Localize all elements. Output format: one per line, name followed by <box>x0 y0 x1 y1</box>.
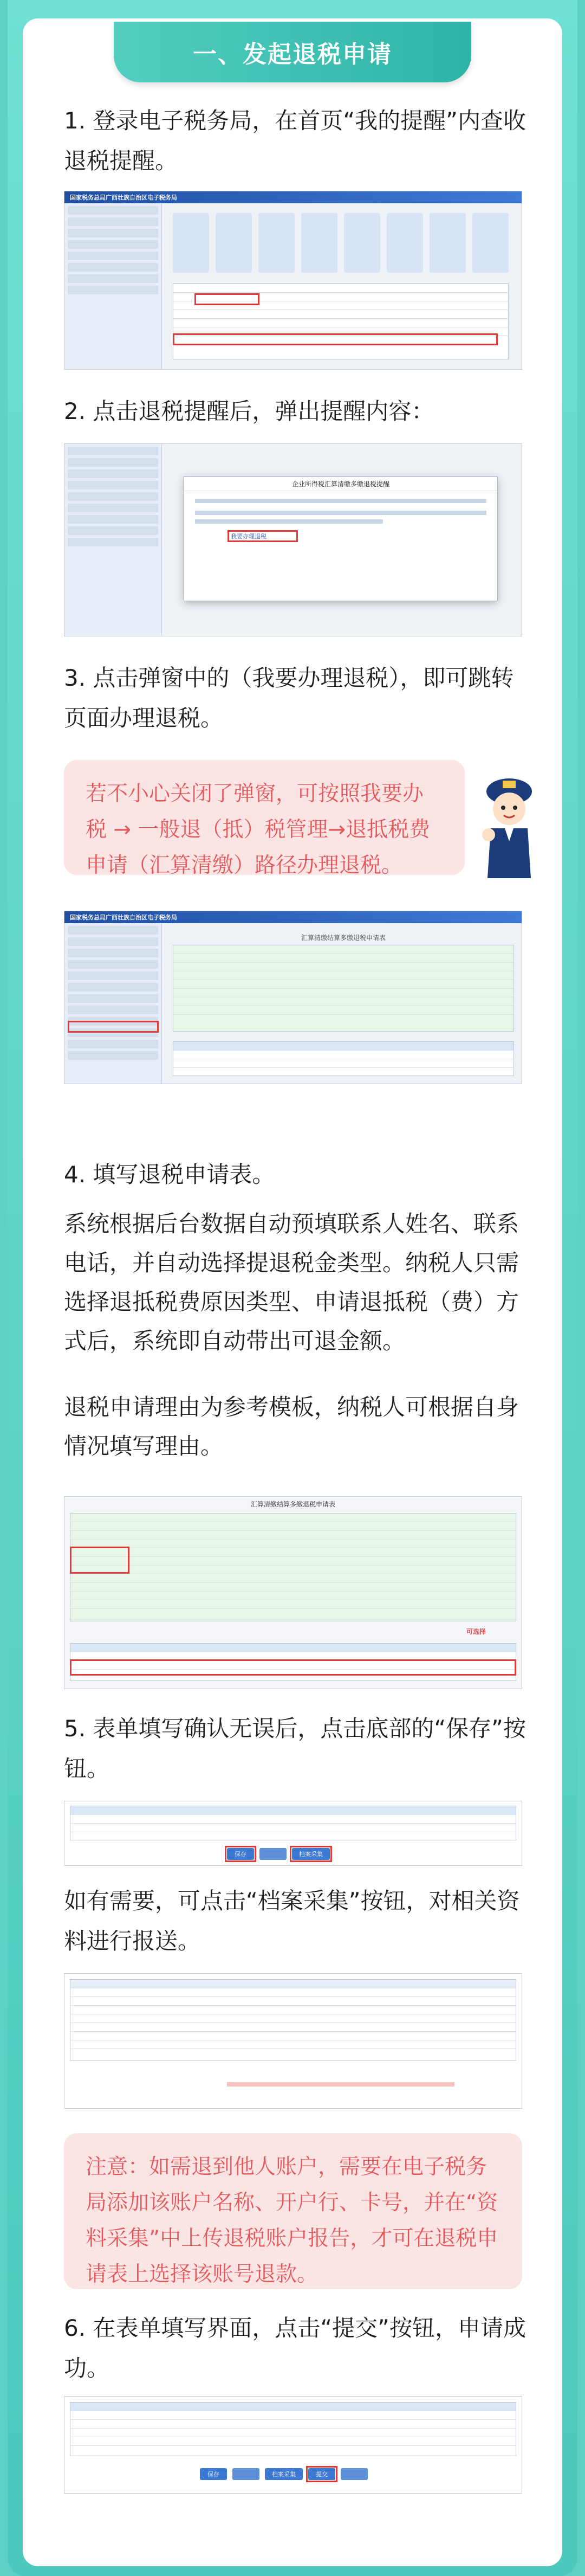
note-callout: 注意：如需退到他人账户，需要在电子税务局添加该账户名称、开户行、卡号，并在“资料采集”中上传退税账户报告，才可在退税申请表上选择该账号退款。 <box>64 2133 522 2289</box>
route-form-table <box>173 1041 514 1076</box>
step-5-text: 5. 表单填写确认无误后，点击底部的“保存”按钮。 <box>64 1715 526 1782</box>
submit-button[interactable]: 提交 <box>308 2468 335 2480</box>
tip-callout: 若不小心关闭了弹窗，可按照我要办税 → 一般退（抵）税管理→退抵税费申请（汇算清缴）路径办理退税。 <box>64 760 465 875</box>
screenshot-archive-upload <box>64 1973 522 2109</box>
screenshot-portal-home <box>64 191 522 370</box>
print-button[interactable] <box>232 2468 259 2480</box>
portal-title: 国家税务总局广西壮族自治区电子税务局 <box>70 194 177 201</box>
step-2-text: 2. 点击退税提醒后，弹出提醒内容： <box>64 398 434 424</box>
form-fields <box>70 1513 516 1621</box>
save-area-table <box>70 1806 516 1840</box>
tax-officer-mascot-icon <box>477 770 542 878</box>
portal-icon-grid <box>173 213 509 273</box>
route-form-title: 汇算清缴结算多缴退税申请表 <box>301 934 386 942</box>
archive-warning-line <box>227 2082 454 2086</box>
step-6-text: 6. 在表单填写界面，点击“提交”按钮，申请成功。 <box>64 2315 526 2381</box>
form-title: 汇算清缴结算多缴退税申请表 <box>250 1500 335 1508</box>
dialog-page-sidebar <box>64 444 162 636</box>
my-reminder-highlight <box>194 293 259 305</box>
step-4-paragraph-2: 退税申请理由为参考模板，纳税人可根据自身情况填写理由。 <box>64 1394 519 1459</box>
selectable-hint: 可选择 <box>466 1628 486 1635</box>
dialog-title: 企业所得税汇算清缴多缴退税提醒 <box>184 477 497 491</box>
route-form-fields <box>173 945 514 1032</box>
step-5-paragraph: 如有需要，可点击“档案采集”按钮，对相关资料进行报送。 <box>64 1888 520 1954</box>
reset-button[interactable] <box>259 1848 287 1860</box>
apply-refund-link[interactable]: 我要办理退税 <box>231 533 266 540</box>
banner-title: 一、发起退税申请 <box>193 41 392 68</box>
archive-button-highlight <box>290 1846 332 1862</box>
step-4-text: 4. 填写退税申请表。 <box>64 1161 275 1188</box>
screenshot-refund-form-route <box>64 911 522 1084</box>
save-button-highlight <box>225 1846 256 1862</box>
step-4-paragraph-1: 系统根据后台数据自动预填联系人姓名、联系电话，并自动选择提退税金类型。纳税人只需选择退抵税费原因类型、申请退抵税（费）方式后，系统即自动带出可退金额。 <box>64 1210 519 1354</box>
amount-row-highlight <box>70 1659 516 1676</box>
screenshot-submit-button <box>64 2396 522 2494</box>
route-sidebar <box>64 923 162 1084</box>
archive-list <box>70 1979 516 2060</box>
portal-sidebar <box>64 203 162 369</box>
route-portal-title: 国家税务总局广西壮族自治区电子税务局 <box>70 914 177 921</box>
save-button[interactable]: 保存 <box>227 1848 254 1860</box>
step-1-text: 1. 登录电子税务局，在首页“我的提醒”内查收退税提醒。 <box>64 107 526 174</box>
refund-reminder-highlight <box>173 333 498 345</box>
submit-area-table <box>70 2402 516 2456</box>
archive-button-2[interactable]: 档案采集 <box>265 2468 303 2480</box>
reason-type-highlight <box>70 1547 129 1574</box>
back-button[interactable] <box>341 2468 368 2480</box>
screenshot-reminder-dialog <box>64 443 522 636</box>
save-button-2[interactable]: 保存 <box>200 2468 227 2480</box>
submit-button-highlight <box>306 2466 337 2482</box>
screenshot-save-button <box>64 1801 522 1866</box>
reminder-dialog <box>184 476 498 601</box>
section-banner <box>114 22 471 82</box>
archive-button[interactable]: 档案采集 <box>292 1848 330 1860</box>
route-menu-highlight <box>68 1021 159 1033</box>
step-3-text: 3. 点击弹窗中的（我要办理退税），即可跳转页面办理退税。 <box>64 665 514 731</box>
screenshot-refund-form <box>64 1496 522 1689</box>
